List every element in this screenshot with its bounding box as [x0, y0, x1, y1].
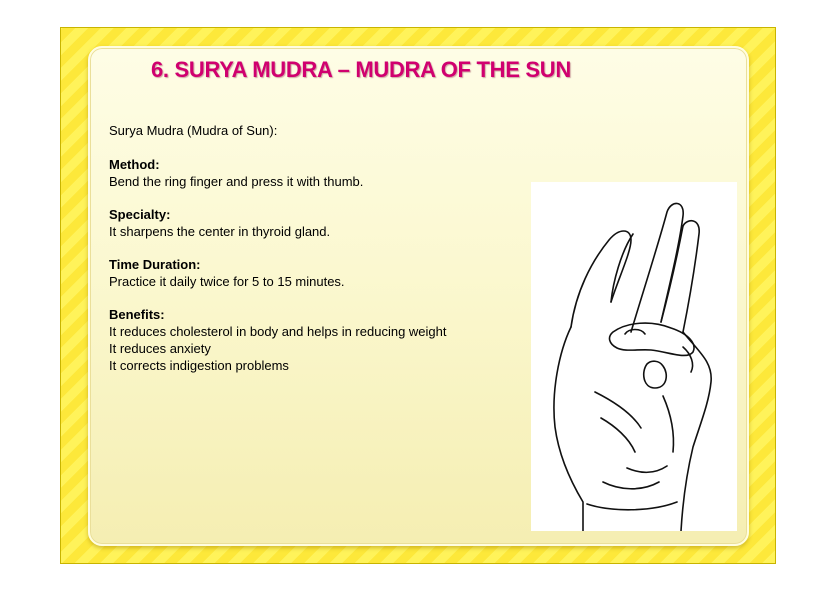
method-heading: Method:	[109, 157, 160, 172]
benefits-heading: Benefits:	[109, 307, 165, 322]
slide-body	[109, 122, 509, 390]
slide-title: 6. SURYA MUDRA – MUDRA OF THE SUN	[151, 57, 571, 82]
surya-mudra-hand-icon	[531, 182, 737, 531]
method-text: Bend the ring finger and press it with thumb.	[109, 174, 364, 189]
specialty-text: It sharpens the center in thyroid gland.	[109, 224, 331, 239]
duration-section	[109, 256, 509, 290]
duration-heading: Time Duration:	[109, 257, 201, 272]
benefit-item: It reduces cholesterol in body and helps in reducing weight	[109, 324, 447, 339]
benefit-item: It reduces anxiety	[109, 341, 211, 356]
intro-text: Surya Mudra (Mudra of Sun):	[109, 123, 278, 138]
content-panel	[88, 46, 749, 546]
slide-frame	[60, 27, 776, 564]
hand-mudra-illustration	[531, 182, 737, 531]
method-section	[109, 156, 509, 190]
specialty-heading: Specialty:	[109, 207, 171, 222]
specialty-section	[109, 206, 509, 240]
benefits-section	[109, 306, 509, 374]
duration-text: Practice it daily twice for 5 to 15 minutes.	[109, 274, 345, 289]
benefit-item: It corrects indigestion problems	[109, 358, 289, 373]
